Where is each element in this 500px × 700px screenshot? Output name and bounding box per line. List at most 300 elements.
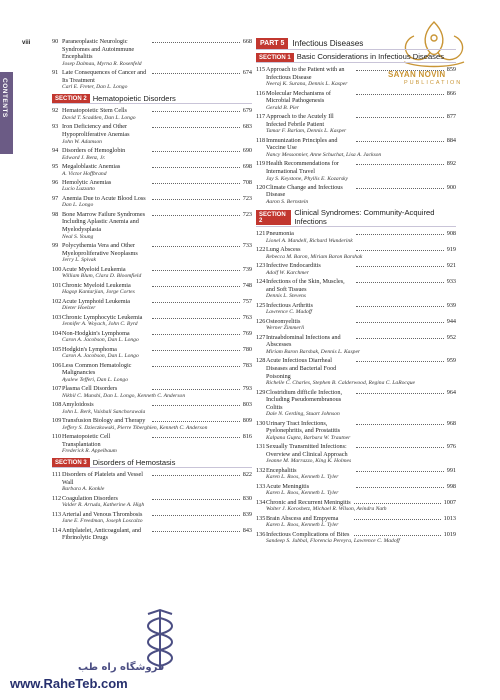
chapter-number: 107 <box>52 385 62 393</box>
toc-entry[interactable] <box>52 298 252 313</box>
chapter-page: 674 <box>242 69 252 77</box>
toc-entry-line <box>52 417 252 425</box>
chapter-authors: Gerald B. Pier <box>266 104 300 111</box>
dot-leader <box>152 437 240 438</box>
dot-leader <box>356 322 444 323</box>
toc-entry[interactable] <box>256 278 456 300</box>
dot-leader <box>356 447 444 448</box>
dot-leader <box>356 250 444 251</box>
chapter-authors: Neal S. Young <box>62 233 94 240</box>
toc-entry-line <box>52 163 252 171</box>
toc-entry-line <box>256 278 456 293</box>
dot-leader <box>152 199 240 200</box>
chapter-title: Approach to the Patient with an Infectious Disease <box>266 66 345 81</box>
chapter-title: Disorders of Hemoglobin <box>62 146 126 154</box>
toc-entry[interactable] <box>52 401 252 416</box>
toc-right-column <box>256 38 456 547</box>
chapter-number: 128 <box>256 357 266 365</box>
toc-entry[interactable] <box>256 160 456 182</box>
toc-entry[interactable] <box>256 66 456 88</box>
dot-leader <box>152 421 240 422</box>
chapter-title: Amyloidosis <box>62 401 94 409</box>
chapter-title: Non-Hodgkin's Lymphoma <box>62 329 130 337</box>
chapter-authors: Kalpana Gupta, Barbara W. Trautner <box>266 434 351 441</box>
toc-entry[interactable] <box>256 262 456 277</box>
section-title: Basic Considerations in Infectious Diseases <box>296 52 444 62</box>
chapter-authors: Walter J. Koroshetz, Michael R. Wilson, Avindra Nath <box>266 506 387 513</box>
chapter-page: 783 <box>242 361 252 369</box>
chapter-authors: Richelle C. Charles, Stephen B. Calderwood, Regina C. LaRocque <box>266 380 415 387</box>
chapter-page: 933 <box>446 278 456 286</box>
chapter-authors: Frederick R. Appelbaum <box>62 448 117 455</box>
chapter-authors: Werner Zimmerli <box>266 325 305 332</box>
chapter-authors: Tamar F. Barlam, Dennis L. Kasper <box>266 128 347 135</box>
dot-leader <box>152 334 240 335</box>
toc-entry-line <box>52 211 252 234</box>
toc-entry[interactable] <box>256 246 456 261</box>
chapter-page: 690 <box>242 146 252 154</box>
chapter-title: Infectious Arthritis <box>266 301 313 309</box>
section-badge: SECTION 2 <box>52 94 90 103</box>
dot-leader <box>152 302 240 303</box>
toc-entry[interactable] <box>256 483 456 498</box>
contents-side-tab <box>0 72 13 154</box>
toc-entry[interactable] <box>52 330 252 345</box>
chapter-number: 109 <box>52 417 62 425</box>
chapter-title: Chronic Lymphocytic Leukemia <box>62 313 143 321</box>
toc-entry[interactable] <box>52 282 252 297</box>
toc-entry-line <box>256 137 456 152</box>
toc-entry[interactable] <box>52 266 252 281</box>
chapter-number: 120 <box>256 183 266 191</box>
chapter-title: Clostridium difficile Infection, Including Pseudomembranous Colitis <box>266 388 343 411</box>
toc-entry-line <box>52 330 252 338</box>
toc-entry[interactable] <box>256 334 456 356</box>
chapter-title: Plasma Cell Disorders <box>62 385 118 393</box>
chapter-page: 952 <box>446 333 456 341</box>
chapter-title: Transfusion Biology and Therapy <box>62 417 146 425</box>
toc-entry[interactable] <box>52 147 252 162</box>
toc-entry[interactable] <box>52 495 252 510</box>
chapter-title: Infections of the Skin, Muscles, and Soft Tissues <box>266 278 345 293</box>
section-badge: SECTION 2 <box>256 210 291 225</box>
chapter-number: 101 <box>52 281 62 289</box>
toc-entry-line <box>52 195 252 203</box>
chapter-number: 121 <box>256 230 266 238</box>
toc-entry[interactable] <box>52 242 252 264</box>
chapter-title: Sexually Transmitted Infections: Overview and Clinical Approach <box>266 443 348 458</box>
toc-entry-line <box>52 401 252 409</box>
toc-entry[interactable] <box>256 420 456 442</box>
toc-entry-line <box>256 262 456 270</box>
toc-entry[interactable] <box>256 113 456 135</box>
chapter-authors: A. Victor Hoffbrand <box>62 170 107 177</box>
chapter-number: 93 <box>52 123 59 131</box>
toc-entry-line <box>52 314 252 322</box>
dot-leader <box>152 151 240 152</box>
toc-entry-line <box>52 527 252 542</box>
chapter-authors: David T. Scadden, Dan L. Longo <box>62 114 136 121</box>
section-badge: SECTION 1 <box>256 53 294 62</box>
toc-entry[interactable] <box>52 179 252 194</box>
chapter-page: 668 <box>242 38 252 45</box>
toc-entry[interactable] <box>52 433 252 455</box>
chapter-title: Infectious Complications of Bites <box>266 530 350 538</box>
chapter-title: Brain Abscess and Empyema <box>266 514 339 522</box>
chapter-title: Approach to the Acutely Ill Infected Febrile Patient <box>266 113 334 128</box>
toc-entry[interactable] <box>52 163 252 178</box>
chapter-title: Acute Infectious Diarrheal Diseases and Bacterial Food Poisoning <box>266 357 337 380</box>
dot-leader <box>152 499 240 500</box>
dot-leader <box>354 535 440 536</box>
chapter-page: 780 <box>242 345 252 353</box>
chapter-page: 866 <box>446 89 456 97</box>
toc-entry-line <box>52 385 252 393</box>
dot-leader <box>356 424 444 425</box>
dot-leader <box>356 117 444 118</box>
raheteb-watermark <box>10 604 210 694</box>
chapter-title: Intraabdominal Infections and Abscesses <box>266 333 341 349</box>
chapter-title: Infective Endocarditis <box>266 262 321 270</box>
toc-entry-line <box>256 184 456 199</box>
toc-entry[interactable] <box>52 346 252 361</box>
chapter-page: 976 <box>446 443 456 451</box>
toc-entry[interactable] <box>256 389 456 419</box>
chapter-authors: Miriam Baron Barshak, Dennis L. Kasper <box>266 348 361 355</box>
section-header <box>256 53 456 63</box>
logo-name: SAYAN NOVIN <box>388 70 446 79</box>
chapter-authors: John L. Berk, Vaishali Sanchorawala <box>62 408 146 415</box>
chapter-title: Chronic Myeloid Leukemia <box>62 281 131 289</box>
chapter-page: 793 <box>242 385 252 393</box>
toc-entry-line <box>256 499 456 507</box>
toc-entry[interactable] <box>52 511 252 526</box>
chapter-authors: Jay S. Keystone, Phyllis E. Kozarsky <box>266 175 349 182</box>
chapter-page: 763 <box>242 313 252 321</box>
chapter-title: Less Common Hematologic Malignancies <box>62 361 132 377</box>
dot-leader <box>152 127 240 128</box>
toc-entry[interactable] <box>256 230 456 245</box>
dot-leader <box>356 70 444 71</box>
chapter-authors: William Blum, Clara D. Bloomfield <box>62 273 142 280</box>
dot-leader <box>152 405 240 406</box>
chapter-page: 877 <box>446 113 456 121</box>
chapter-title: Lung Abscess <box>266 246 301 254</box>
chapter-page: 944 <box>446 317 456 325</box>
toc-entry-line <box>256 318 456 326</box>
dot-leader <box>356 94 444 95</box>
dot-leader <box>356 361 444 362</box>
toc-entry[interactable] <box>256 499 456 514</box>
chapter-number: 131 <box>256 443 266 451</box>
dot-leader <box>152 183 240 184</box>
chapter-number: 94 <box>52 146 59 154</box>
chapter-title: Anemia Due to Acute Blood Loss <box>62 194 146 202</box>
chapter-title: Pneumonia <box>266 230 294 238</box>
chapter-authors: Valder R. Arruda, Katherine A. High <box>62 502 145 509</box>
chapter-number: 106 <box>52 361 62 369</box>
chapter-authors: Caron A. Jacobson, Dan L. Longo <box>62 353 139 360</box>
chapter-authors: Karen L. Roos, Kenneth L. Tyler <box>266 474 339 481</box>
dot-leader <box>356 393 444 394</box>
chapter-number: 129 <box>256 388 266 396</box>
page-number: viii <box>22 40 31 46</box>
toc-entry-line <box>256 443 456 458</box>
chapter-page: 998 <box>446 482 456 490</box>
chapter-authors: Lawrence C. Madoff <box>266 309 312 316</box>
chapter-page: 964 <box>446 388 456 396</box>
chapter-authors: Aaron S. Bernstein <box>266 199 309 206</box>
chapter-authors: Dennis L. Stevens <box>266 293 306 300</box>
chapter-title: Disorders of Platelets and Vessel Wall <box>62 471 143 486</box>
dot-leader <box>356 338 444 339</box>
section-title: Hematopoietic Disorders <box>92 94 176 104</box>
toc-entry[interactable] <box>52 107 252 122</box>
toc-entry[interactable] <box>256 318 456 333</box>
chapter-number: 111 <box>52 471 61 479</box>
chapter-authors: Barbara A. Konkle <box>62 486 105 493</box>
chapter-authors: Dale N. Gerding, Stuart Johnson <box>266 411 340 418</box>
toc-entry[interactable] <box>256 302 456 317</box>
chapter-number: 136 <box>256 530 266 538</box>
toc-entry-line <box>256 66 456 81</box>
toc-entry-line <box>52 69 252 84</box>
toc-entry-line <box>52 266 252 274</box>
chapter-title: Acute Lymphoid Leukemia <box>62 297 131 305</box>
chapter-title: Acute Meningitis <box>266 482 310 490</box>
chapter-authors: Neeraj K. Surana, Dennis L. Kasper <box>266 81 348 88</box>
dot-leader <box>356 141 444 142</box>
toc-entry[interactable] <box>52 195 252 210</box>
chapter-number: 100 <box>52 265 62 273</box>
chapter-number: 96 <box>52 178 59 186</box>
chapter-number: 119 <box>256 160 266 168</box>
chapter-authors: Lucio Luzzatto <box>62 186 96 193</box>
toc-entry-line <box>256 230 456 238</box>
toc-entry[interactable] <box>256 137 456 159</box>
chapter-authors: Karen L. Roos, Kenneth L. Tyler <box>266 522 339 529</box>
toc-entry[interactable] <box>52 471 252 493</box>
chapter-number: 122 <box>256 246 266 254</box>
toc-entry-line <box>52 471 252 486</box>
toc-entry-line <box>52 147 252 155</box>
chapter-page: 733 <box>242 242 252 250</box>
toc-entry-line <box>52 123 252 138</box>
toc-entry-line <box>52 495 252 503</box>
dot-leader <box>152 167 240 168</box>
toc-entry-line <box>256 160 456 175</box>
chapter-number: 134 <box>256 498 266 506</box>
toc-entry[interactable] <box>256 90 456 112</box>
dot-leader <box>152 246 240 247</box>
dot-leader <box>356 266 444 267</box>
chapter-number: 110 <box>52 433 62 441</box>
dot-leader <box>354 503 440 504</box>
toc-entry[interactable] <box>256 357 456 387</box>
chapter-page: 1013 <box>443 514 456 522</box>
toc-entry[interactable] <box>52 527 252 542</box>
chapter-number: 130 <box>256 419 266 427</box>
chapter-number: 126 <box>256 317 266 325</box>
toc-entry[interactable] <box>52 38 252 68</box>
toc-entry-line <box>52 511 252 519</box>
chapter-page: 679 <box>242 107 252 115</box>
chapter-authors: Rebecca M. Baron, Miriam Baron Barshak <box>266 253 363 260</box>
chapter-title: Bone Marrow Failure Syndromes Including Aplastic Anemia and Myelodysplasia <box>62 210 146 234</box>
dot-leader <box>356 487 444 488</box>
watermark-url: www.RaheTeb.com <box>10 676 128 691</box>
toc-entry[interactable] <box>256 184 456 206</box>
toc-entry-line <box>256 467 456 475</box>
chapter-authors: Hagop Kantarjian, Jorge Cortes <box>62 289 135 296</box>
chapter-page: 939 <box>446 301 456 309</box>
chapter-page: 723 <box>242 194 252 202</box>
chapter-authors: Jennifer A. Woyach, John C. Byrd <box>62 321 138 328</box>
chapter-authors: Josep Dalmau, Myrna R. Rosenfeld <box>62 60 142 67</box>
chapter-authors: Jeffery S. Dzieczkowski, Pierre Tiberghien, Kenneth C. Anderson <box>62 424 208 431</box>
dot-leader <box>152 73 240 74</box>
chapter-number: 103 <box>52 313 62 321</box>
chapter-page: 959 <box>446 357 456 365</box>
chapter-page: 839 <box>242 510 252 518</box>
chapter-number: 115 <box>256 66 266 73</box>
chapter-page: 683 <box>242 123 252 131</box>
chapter-number: 105 <box>52 345 62 353</box>
toc-entry[interactable] <box>52 417 252 432</box>
logo-subtitle: PUBLICATION <box>404 80 463 86</box>
chapter-title: Immunization Principles and Vaccine Use <box>266 136 338 152</box>
chapter-page: 884 <box>446 136 456 144</box>
part-badge: PART 5 <box>256 38 288 49</box>
toc-entry-line <box>52 346 252 354</box>
chapter-title: Urinary Tract Infections, Pyelonephritis, and Prostatitis <box>266 419 341 435</box>
chapter-title: Acute Myeloid Leukemia <box>62 265 126 273</box>
dot-leader <box>152 515 240 516</box>
chapter-number: 99 <box>52 242 59 250</box>
chapter-page: 1007 <box>443 498 456 506</box>
chapter-page: 698 <box>242 162 252 170</box>
dot-leader <box>152 111 240 112</box>
part-title: Infectious Diseases <box>292 39 364 48</box>
dot-leader <box>152 318 240 319</box>
toc-entry-line <box>256 302 456 310</box>
chapter-page: 830 <box>242 494 252 502</box>
dot-leader <box>152 286 240 287</box>
chapter-page: 919 <box>446 246 456 254</box>
watermark-persian-text: فروشگاه راه طب <box>78 662 165 673</box>
toc-entry[interactable] <box>256 443 456 465</box>
toc-entry-line <box>52 38 252 61</box>
chapter-authors: Jane E. Freedman, Joseph Loscalzo <box>62 518 143 525</box>
chapter-number: 124 <box>256 278 266 286</box>
dot-leader <box>152 475 240 476</box>
toc-entry-line <box>52 107 252 115</box>
chapter-number: 108 <box>52 401 62 409</box>
chapter-title: Hematopoietic Cell Transplantation <box>62 433 111 448</box>
chapter-number: 95 <box>52 162 59 170</box>
toc-entry[interactable] <box>52 69 252 91</box>
toc-entry-line <box>52 282 252 290</box>
chapter-number: 90 <box>52 38 59 45</box>
toc-entry-line <box>256 389 456 412</box>
toc-entry[interactable] <box>256 467 456 482</box>
chapter-title: Polycythemia Vera and Other Myeloproliferative Neoplasms <box>62 242 138 257</box>
chapter-authors: Nancy Messonnier, Anne Schuchat, Lisa A. Jackson <box>266 151 382 158</box>
toc-entry[interactable] <box>256 531 456 546</box>
chapter-page: 816 <box>242 433 252 441</box>
chapter-authors: Carl E. Freter, Dan L. Longo <box>62 84 128 91</box>
chapter-number: 113 <box>52 510 62 518</box>
chapter-page: 803 <box>242 401 252 409</box>
toc-entry-line <box>52 242 252 257</box>
chapter-authors: Karen L. Roos, Kenneth L. Tyler <box>266 490 339 497</box>
toc-entry-line <box>256 357 456 380</box>
chapter-title: Health Recommendations for International Travel <box>266 160 339 175</box>
chapter-authors: John W. Adamson <box>62 138 102 145</box>
toc-entry-line <box>256 483 456 491</box>
chapter-number: 116 <box>256 89 266 97</box>
toc-entry-line <box>52 433 252 448</box>
chapter-page: 843 <box>242 526 252 534</box>
chapter-number: 118 <box>256 136 266 144</box>
toc-entry[interactable] <box>256 515 456 530</box>
chapter-authors: Caron A. Jacobson, Dan L. Longo <box>62 337 139 344</box>
chapter-page: 892 <box>446 160 456 168</box>
section-badge: SECTION 3 <box>52 458 90 467</box>
chapter-number: 98 <box>52 210 59 218</box>
toc-entry[interactable] <box>52 362 252 384</box>
chapter-number: 135 <box>256 514 266 522</box>
section-header <box>52 94 252 104</box>
toc-entry[interactable] <box>52 123 252 145</box>
chapter-page: 968 <box>446 419 456 427</box>
chapter-title: Iron Deficiency and Other Hypoproliferative Anemias <box>62 123 130 138</box>
chapter-page: 739 <box>242 265 252 273</box>
chapter-page: 769 <box>242 329 252 337</box>
toc-entry[interactable] <box>52 314 252 329</box>
part-header <box>256 38 456 50</box>
chapter-number: 91 <box>52 69 59 77</box>
dot-leader <box>354 519 440 520</box>
dot-leader <box>152 350 240 351</box>
section-title: Clinical Syndromes: Community-Acquired Infections <box>294 208 435 226</box>
chapter-number: 132 <box>256 466 266 474</box>
chapter-page: 748 <box>242 281 252 289</box>
chapter-number: 97 <box>52 194 59 202</box>
chapter-number: 117 <box>256 113 266 121</box>
chapter-authors: Dieter Hoelzer <box>62 305 96 312</box>
toc-entry-line <box>256 515 456 523</box>
chapter-title: Hemolytic Anemias <box>62 178 112 186</box>
chapter-number: 114 <box>52 526 62 534</box>
dot-leader <box>152 42 240 43</box>
toc-entry-line <box>256 90 456 105</box>
dot-leader <box>152 389 240 390</box>
dot-leader <box>356 282 444 283</box>
chapter-page: 757 <box>242 297 252 305</box>
chapter-title: Hodgkin's Lymphoma <box>62 345 117 353</box>
chapter-page: 991 <box>446 466 456 474</box>
toc-entry[interactable] <box>52 211 252 241</box>
toc-entry-line <box>256 113 456 128</box>
dot-leader <box>152 366 240 367</box>
chapter-page: 921 <box>446 262 456 270</box>
toc-entry[interactable] <box>52 385 252 400</box>
chapter-authors: Nikhil C. Munshi, Dan L. Longo, Kenneth C. Anderson <box>62 392 186 399</box>
chapter-authors: Sandeep S. Jubbal, Florencia Pereyra, Lawrence C. Madoff <box>266 538 400 545</box>
chapter-number: 104 <box>52 329 62 337</box>
chapter-authors: Jerry L. Spivak <box>62 257 97 264</box>
